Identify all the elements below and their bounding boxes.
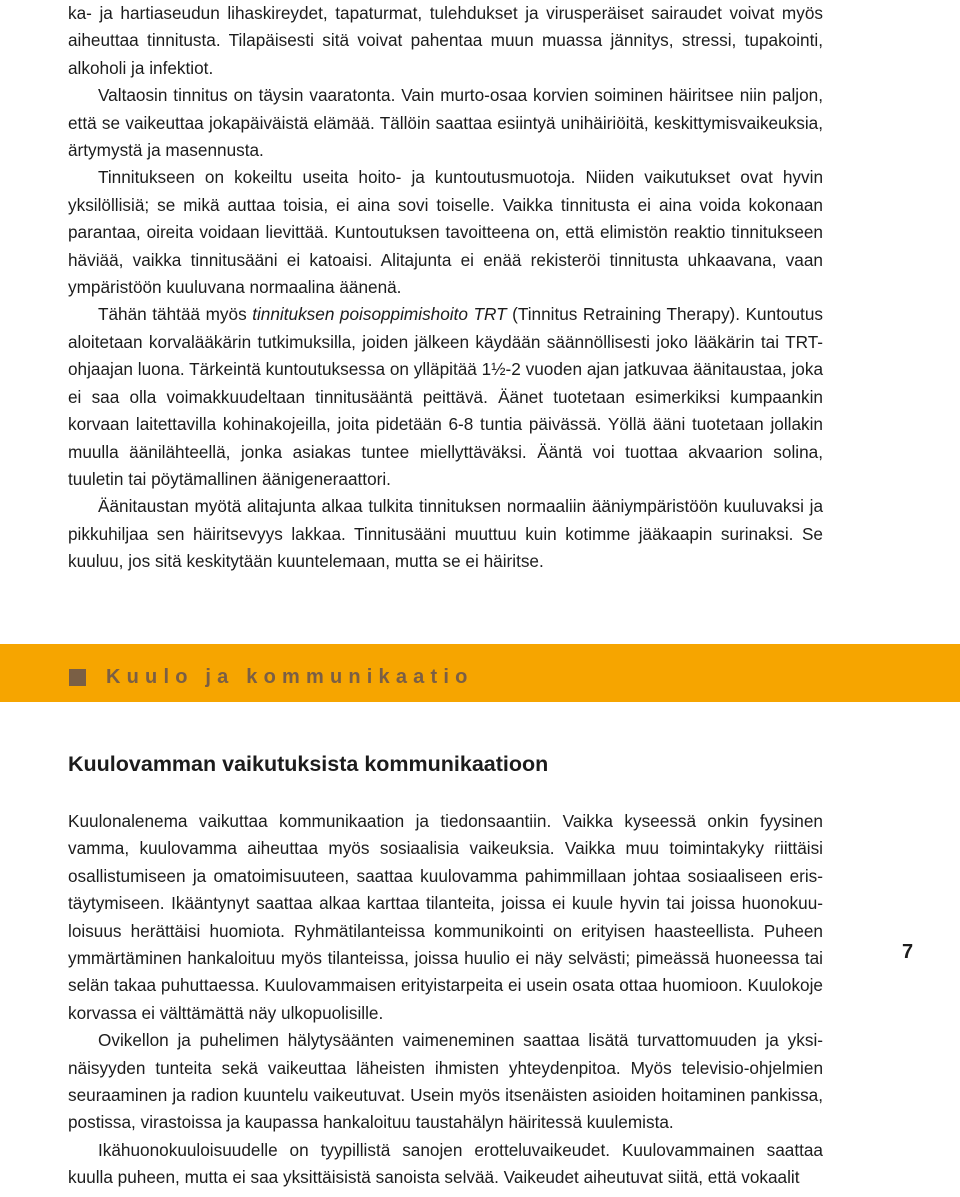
- square-bullet-icon: [69, 669, 86, 686]
- paragraph: ka- ja hartiaseudun lihaskireydet, tapaturmat, tulehdukset ja virusperäiset sairaudet voivat myös aiheuttaa tinnitusta. Tilapäisesti sitä voivat pahentaa muun muassa jännitys, stressi, tupakointi, alkoholi ja infektiot.: [68, 3, 823, 78]
- lower-text-block: [68, 808, 823, 1192]
- section-heading: Kuulovamman vaikutuksista kommunikaatioon: [68, 752, 549, 776]
- paragraph-text: Tähän tähtää myös: [98, 304, 253, 325]
- paragraph: Kuulonalenema vaikuttaa kommunikaation ja tiedonsaantiin. Vaikka kyseessä onkin fyysinen vamma, kuulovamma aiheuttaa myös sosiaalisia vaikeuksia. Vaikka muu toimintakyky riittäisi osallistumiseen ja omatoimisuuteen, saattaa kuulovamma pahimmillaan johtaa sosiaaliseen eristäytymiseen. Ikääntynyt saattaa alkaa karttaa tilanteita, joissa ei kuule hyvin tai joissa huonokuuloisuus herättäisi huomiota. Ryhmätilanteissa kommunikointi on erityisen haasteellista. Puheen ymmärtäminen hankaloituu myös tilanteissa, joissa huulio ei näy selvästi; pimeässä huoneessa tai selän takaa puhuttaessa. Kuulovammaisen erityistarpeita ei usein osata ottaa huomioon. Kuulokoje korvassa ei välttämättä näy ulkopuolisille.: [68, 811, 823, 1023]
- paragraph-text: (Tinnitus Retraining Therapy). Kuntoutus aloitetaan korvalääkärin tutkimuksilla, joiden jälkeen käydään säännöllisesti joko lääkärin tai TRT-ohjaajan luona. Tärkeintä kuntoutuksessa on ylläpitää 1½-2 vuoden ajan jatkuvaa äänitaustaa, joka ei saa olla voimakkuudeltaan tinnitusääntä peittävä. Äänet tuotetaan esimerkiksi kumpaankin korvaan laitettavilla kohinakojeilla, joita pidetään 6-8 tuntia päivässä. Yöllä ääni tuotetaan jollakin muulla äänilähteellä, jonka asiakas tuntee miellyttäväksi. Ääntä voi tuottaa akvaarion solina, tuuletin tai pöytämallinen äänigeneraattori.: [68, 304, 823, 489]
- upper-text-block: [68, 0, 823, 576]
- italic-term: tinnituksen poisoppimishoito TRT: [252, 304, 507, 325]
- paragraph: Tinnitukseen on kokeiltu useita hoito- ja kuntoutusmuotoja. Niiden vaikutukset ovat hyvin yksilöllisiä; se mikä auttaa toisia, ei aina sovi toiselle. Vaikka tinnitusta ei aina voida kokonaan parantaa, oireita voidaan lievittää. Kuntoutuksen tavoitteena on, että elimistön reaktio tinnitukseen häviää, vaikka tinnitusääni ei katoaisi. Alitajunta ei enää rekisteröi tinnitusta uhkaavana, vaan ympäristöön kuuluvana normaalina äänenä.: [68, 167, 823, 298]
- banner-title: Kuulo ja kommunikaatio: [106, 666, 474, 688]
- paragraph: Ikähuonokuuloisuudelle on tyypillistä sanojen erotteluvaikeudet. Kuulovammainen saattaa kuulla puheen, mutta ei saa yksittäisistä sanoista selvää. Vaikeudet aiheutuvat siitä, että vokaalit: [68, 1139, 823, 1188]
- paragraph: [68, 301, 823, 493]
- paragraph: Ovikellon ja puhelimen hälytysäänten vaimeneminen saattaa lisätä turvattomuuden ja yksinäisyyden tunteita sekä vaikeuttaa läheisten ihmisten yhteydenpitoa. Myös televisio-ohjelmien seuraaminen ja radion kuuntelu vaikeutuvat. Usein myös itsenäisten asioiden hoitaminen pankissa, postissa, virastoissa ja kaupassa hankaloituu taustahälyn häiritessä kuulemista.: [68, 1030, 823, 1133]
- paragraph: Äänitaustan myötä alitajunta alkaa tulkita tinnituksen normaaliin ääniympäristöön kuuluvaksi ja pikkuhiljaa sen häiritsevyys lakkaa. Tinnitusääni muuttuu kuin kotimme jääkaapin surinaksi. Se kuuluu, jos sitä keskitytään kuuntelemaan, mutta se ei häiritse.: [68, 496, 823, 572]
- paragraph: Valtaosin tinnitus on täysin vaaratonta. Vain murto-osaa korvien soiminen häiritsee niin paljon, että se vaikeuttaa jokapäiväistä elämää. Tällöin saattaa esiintyä unihäiriöitä, keskittymisvaikeuksia, ärtymystä ja masennusta.: [68, 85, 823, 161]
- page-number: 7: [902, 941, 914, 963]
- section-banner: [0, 644, 960, 702]
